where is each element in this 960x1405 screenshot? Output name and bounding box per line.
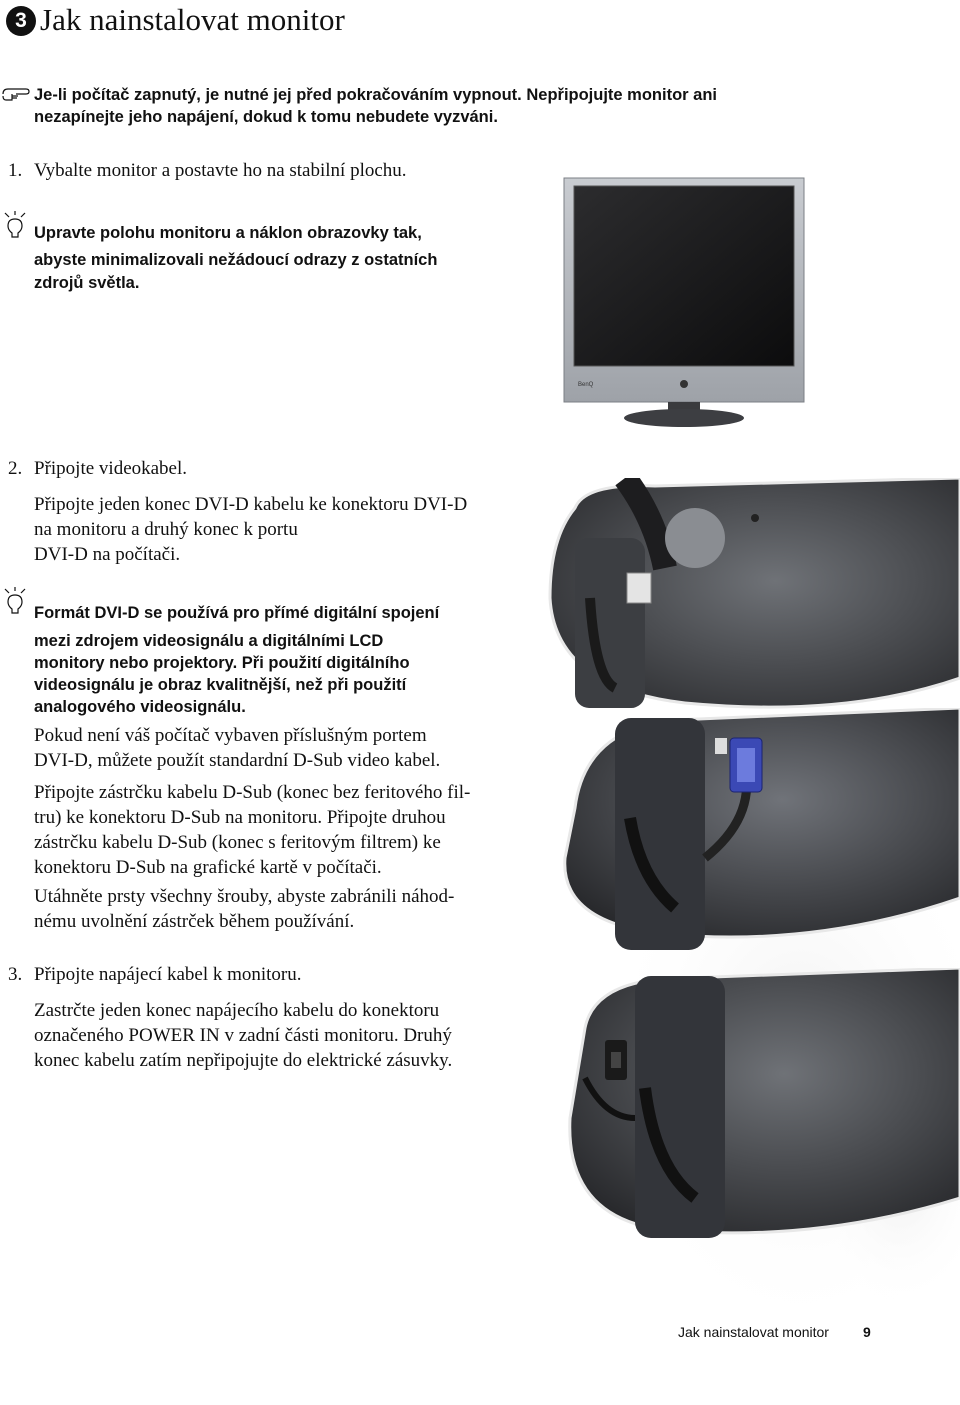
step-3-number: 3. xyxy=(8,964,23,985)
footer-section-title: Jak nainstalovat monitor xyxy=(678,1324,829,1340)
para-line: DVI-D na počítači. xyxy=(34,544,181,565)
para-line: Připojte jeden konec DVI-D kabelu ke konektoru DVI-D xyxy=(34,494,468,515)
pointing-hand-icon xyxy=(2,86,30,102)
warning-line: nezapínejte jeho napájení, dokud k tomu nebudete vyzváni. xyxy=(34,108,498,126)
step-2-number: 2. xyxy=(8,458,23,479)
tip-line: videosignálu je obraz kvalitnější, než při použití xyxy=(34,676,407,694)
step-2-text: Připojte videokabel. xyxy=(34,458,188,479)
tip-line: Upravte polohu monitoru a náklon obrazovky tak, xyxy=(34,224,422,242)
tip-line: Formát DVI-D se používá pro přímé digitální spojení xyxy=(34,604,440,622)
warning-note xyxy=(34,84,717,128)
tip-line: mezi zdrojem videosignálu a digitálními LCD xyxy=(34,632,384,650)
para-line: označeného POWER IN v zadní části monitoru. Druhý xyxy=(34,1025,452,1046)
step-3-para xyxy=(34,998,452,1073)
step-2-para-connect xyxy=(34,780,470,880)
step-2-para-screws xyxy=(34,884,454,934)
para-line: nému uvolnění zástrček během používání. xyxy=(34,911,355,932)
tip-line: analogového videosignálu. xyxy=(34,698,246,716)
dvi-connection-image xyxy=(545,478,960,714)
para-line: Zastrčte jeden konec napájecího kabelu do konektoru xyxy=(34,1000,440,1021)
tip-step-2 xyxy=(34,602,439,718)
step-number-badge: 3 xyxy=(6,6,36,36)
para-line: Připojte zástrčku kabelu D-Sub (konec bez feritového fil- xyxy=(34,782,471,803)
para-line: na monitoru a druhý konec k portu xyxy=(34,519,298,540)
para-line: konec kabelu zatím nepřipojujte do elektrické zásuvky. xyxy=(34,1050,453,1071)
step-2-para-dsub xyxy=(34,723,440,773)
tip-line: abyste minimalizovali nežádoucí odrazy z ostatních xyxy=(34,251,438,269)
lightbulb-icon xyxy=(2,586,28,616)
step-1-number: 1. xyxy=(8,160,23,181)
monitor-brand-label: BenQ xyxy=(578,382,594,388)
footer-page-number: 9 xyxy=(863,1324,871,1340)
tip-step-1 xyxy=(34,220,437,297)
para-line: tru) ke konektoru D-Sub na monitoru. Připojte druhou xyxy=(34,807,446,828)
step-3-text: Připojte napájecí kabel k monitoru. xyxy=(34,964,302,985)
para-line: Utáhněte prsty všechny šrouby, abyste zabránili náhod- xyxy=(34,886,455,907)
lightbulb-icon xyxy=(2,210,28,240)
tip-line: monitory nebo projektory. Při použití digitálního xyxy=(34,654,410,672)
warning-line: Je-li počítač zapnutý, je nutné jej před pokračováním vypnout. Nepřipojujte monitor ani xyxy=(34,86,718,104)
dsub-connection-image xyxy=(555,708,960,950)
monitor-front-image xyxy=(560,176,808,428)
para-line: Pokud není váš počítač vybaven příslušným portem xyxy=(34,725,427,746)
para-line: DVI-D, můžete použít standardní D-Sub video kabel. xyxy=(34,750,441,771)
tip-line: zdrojů světla. xyxy=(34,274,140,292)
step-2-para-dvi xyxy=(34,492,467,567)
page-title: Jak nainstalovat monitor xyxy=(40,2,345,37)
power-connection-image xyxy=(565,968,960,1248)
step-1-text: Vybalte monitor a postavte ho na stabilní plochu. xyxy=(34,160,407,181)
para-line: zástrčku kabelu D-Sub (konec s feritovým filtrem) ke xyxy=(34,832,441,853)
para-line: konektoru D-Sub na grafické kartě v počítači. xyxy=(34,857,382,878)
